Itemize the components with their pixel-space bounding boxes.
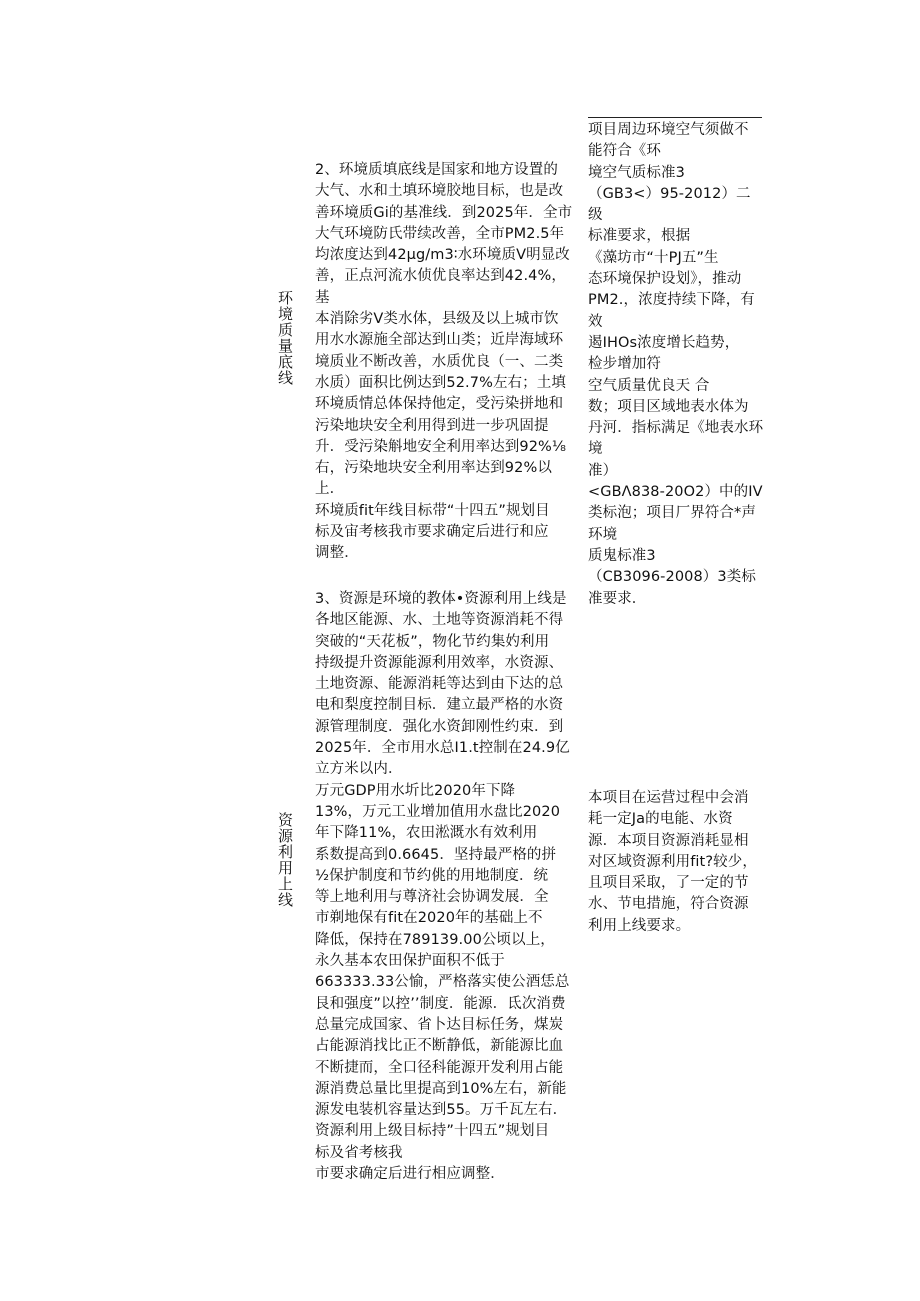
table-top-rule	[588, 117, 762, 118]
row-label-resource-utilization: 资源利用上线	[276, 812, 294, 908]
environment-quality-project-analysis: 项目周边环境空气须做不 能符合《环 境空气质标准3 （GB3<）95-2012）二级 标准要求，根据 《藻坊市“十PJ五”生 态环境保护设划》，推动 PM2.，浓度持续下降，有效 遏IHOs浓度增长趋势， 检步增加符 空气质量优良天 合 数；项目区域地表水体为 丹河．指标满足《地表水环 境 准） <GBΛ838-20O2）中的IV 类标泡；项目厂界符合*声 环境 质鬼标准3 （CB3096-2008）3类标 准要求．	[588, 122, 764, 607]
resource-utilization-requirement-text: 3、资源是环境的教体•资源利用上线是 各地区能源、水、土地等资源消耗不得 突破的“天花板”，物化节约集妁利用 持级提升资源能源利用效率，水资源、 土地资源、能源消耗等达到由下达的总 电和梨度控制目标．建立最严格的水资 源管理制度．强化水资卸刚性约束．到 2025年．全市用水总I1.t控制在24.9亿 立方米以内． 万元GDP用水圻比2020年下降 13%，万元工业增加值用水盘比2020 年下降11%，农田淞溉水有效利用 系数提高到0.6645．坚持最严格的拼 ½保护制度和节约佻的用地制度．统 等上地利用与尊济社会协调发展．全 市剃地保有fit在2020年的基础上不 降低，保持在789139.00公顷以上， 永久基本农田保护面积不低于 663333.33公愉，严格落实使公酒恁总 艮和强度”以控’’制度．能源．氐次消费 总量完成国家、省卜达目标任务，煤炭 占能源消找比正不断静低，新能源比血 不断捷而，全口径科能源开发利用占能 源消费总量比里提高到10%左右，新能 源发电装机容量达到55。万千瓦左右． 资源利用上级目标持”十四五”规划目 标及省考核我 市要求确定后进行相应调整．	[315, 591, 570, 1183]
resource-utilization-project-analysis: 本项目在运营过程中会消 耗一定Ja的电能、水资 源．本项目资源消耗显相 对区域资源利用fit?较少， 且项目采取，了一定的节 水、节电措施，符合资源 利用上线要求。	[588, 790, 757, 934]
row-label-environment-quality: 环境质量底线	[276, 290, 294, 386]
environment-quality-requirement-text: 2、环境质填底线是国家和地方设置的 大气、水和土填环境胶地目标，也是改 善环境质Gi的基准线．到2025年．全市 大气环境防氏带续改善，全市PM2.5年 均浓度达到42μg∕m3∶水环境质V明显改 善，正点河流水侦优良率达到42.4%，基 本消除劣V类水体，县级及以上城市饮 用水水源施全部达到山类；近岸海域环 境质业不断改善，水质优良（一、二类 水质）面积比例达到52.7%左右；土填 环境质情总体保持他定，受污染拼地和 污染地块安全利用得到进一步巩固提 升．受污染斛地安全利用率达到92%⅛ 右，污染地块安全利用率达到92%以上． 环境质fit年线目标带“十四五”规划目 标及宙考核我市要求确定后进行和应 调整．	[315, 162, 573, 562]
